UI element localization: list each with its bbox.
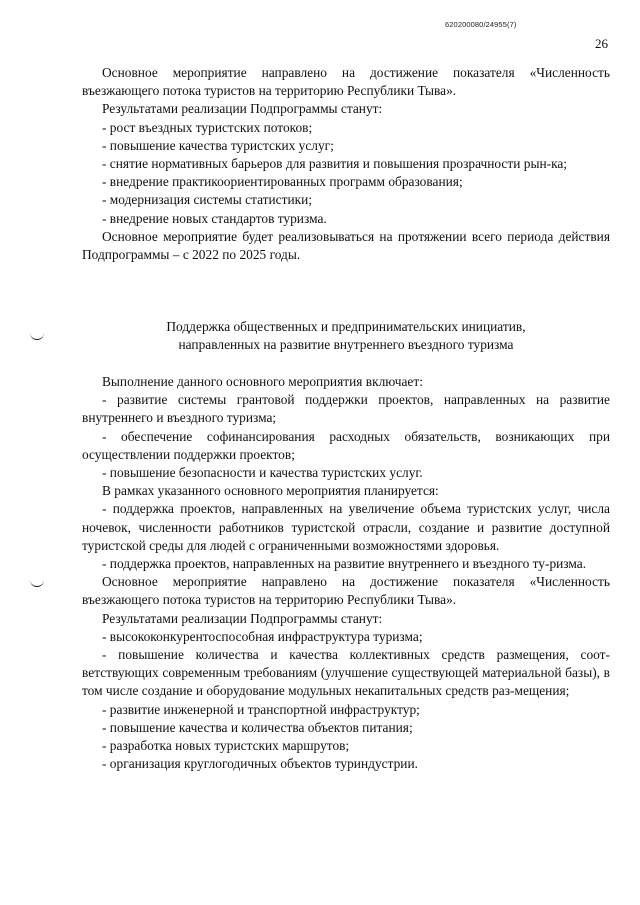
includes-intro: Выполнение данного основного мероприятия включает: <box>102 374 423 389</box>
list-item: - повышение качества туристских услуг; <box>102 137 334 153</box>
list-item: - организация круглогодичных объектов туриндустрии. <box>102 756 418 772</box>
paragraph-period: Основное мероприятие будет реализовываться на протяжении всего периода действия Подпрограммы – с 2022 по 2025 годы. <box>82 228 610 263</box>
list-item: - поддержка проектов, направленных на развитие внутреннего и въездного ту-ризма. <box>102 556 587 572</box>
list-item: - внедрение практикоориентированных программ образования; <box>102 174 463 190</box>
list-item: - обеспечение софинансирования расходных обязательств, возникающих при осуществлении поддержки проектов; <box>82 428 610 462</box>
list-item: - снятие нормативных барьеров для развития и повышения прозрачности рын-ка; <box>102 156 568 172</box>
paragraph-indicator: Основное мероприятие направлено на достижение показателя «Численность въезжающего потока туристов на территорию Республики Тыва». <box>82 65 610 99</box>
section-2 <box>82 373 610 773</box>
margin-mark <box>30 333 44 340</box>
list-item: - развитие инженерной и транспортной инфраструктур; <box>102 701 420 717</box>
list-item: - высококонкурентоспособная инфраструктура туризма; <box>102 628 423 644</box>
list-item: - внедрение новых стандартов туризма. <box>102 210 327 226</box>
section-heading <box>82 318 610 354</box>
list-item: - поддержка проектов, направленных на увеличение объема туристских услуг, числа ночевок, численности работников туристской отрасли, создание и развитие доступной туристской среды для людей с ограниченными возможностями здоровья. <box>82 501 610 553</box>
list-item: - развитие системы грантовой поддержки проектов, направленных на развитие внутреннего и въездного туризма; <box>82 392 610 426</box>
heading-line: направленных на развитие внутреннего въездного туризма <box>178 337 514 353</box>
page-number: 26 <box>595 36 608 51</box>
heading-line: Поддержка общественных и предпринимательских инициатив, <box>166 319 526 334</box>
section-1 <box>82 64 610 264</box>
list-item: - разработка новых туристских маршрутов; <box>102 738 350 754</box>
results-intro: Результатами реализации Подпрограммы станут: <box>102 610 383 626</box>
results-intro: Результатами реализации Подпрограммы станут: <box>102 101 383 117</box>
paragraph-indicator: Основное мероприятие направлено на достижение показателя «Численность въезжающего потока туристов на территорию Республики Тыва». <box>82 574 610 608</box>
list-item: - повышение количества и качества коллективных средств размещения, соот-ветствующих современным требованиям (улучшение существующей материальной базы), в том числе создание и оборудование модульных некапитальных средств раз-мещения; <box>82 647 610 699</box>
planned-intro: В рамках указанного основного мероприятия планируется: <box>102 483 439 499</box>
document-id: 620200080/24955(7) <box>445 20 517 29</box>
list-item: - повышение безопасности и качества туристских услуг. <box>102 465 423 481</box>
list-item: - повышение качества и количества объектов питания; <box>102 719 413 735</box>
margin-mark <box>30 580 44 587</box>
list-item: - модернизация системы статистики; <box>102 192 313 208</box>
list-item: - рост въездных туристских потоков; <box>102 119 313 135</box>
